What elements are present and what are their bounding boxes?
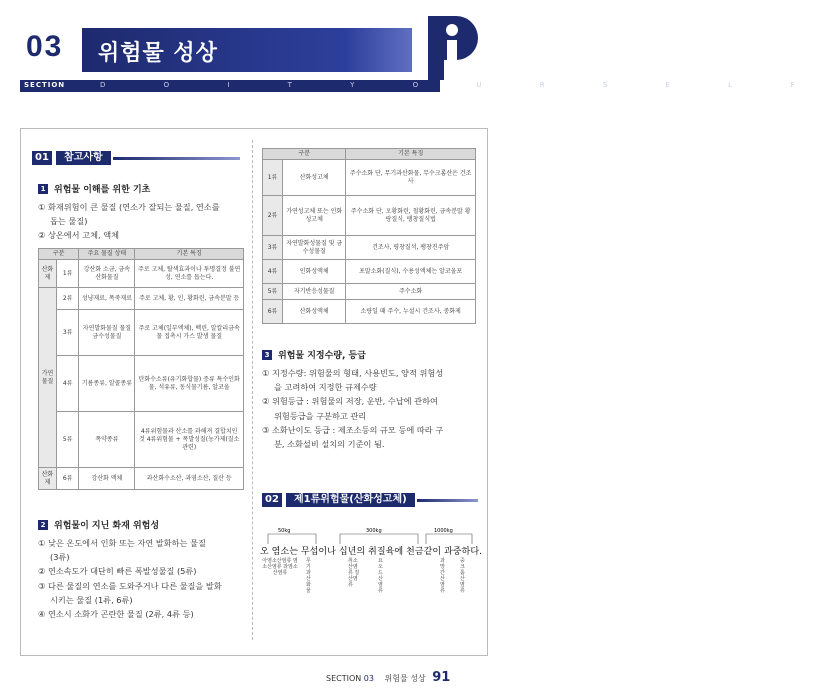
logo-icon <box>418 12 478 84</box>
table-cell: 건조사, 평창질석, 팽창진주암 <box>346 236 476 260</box>
item2-line: ③ 다른 물질의 연소를 도와주거나 다른 물질을 발화 <box>38 580 222 591</box>
item3-line: ① 지정수량: 위험물의 형태, 사용빈도, 양적 위험성 <box>262 368 444 378</box>
bracket-label: 1000kg <box>434 528 453 534</box>
table-header: 기본 특징 <box>135 249 244 260</box>
table-header: 구분 <box>39 249 79 260</box>
class1-section-title: 제1류위험물(산화성고체) <box>286 493 415 507</box>
ref-section-number: 01 <box>32 151 52 165</box>
item2-line: (3류) <box>50 552 70 563</box>
ref-section-title: 참고사항 <box>56 151 111 165</box>
column-divider <box>252 140 253 640</box>
item3-heading <box>262 348 366 361</box>
table-cell: 3류 <box>57 310 79 356</box>
table-cell: 산화성고체 <box>283 160 346 196</box>
item2-line: 시키는 물질 (1류, 6류) <box>50 594 133 605</box>
item3-line: ③ 소화난이도 등급 : 제조소등의 규모 등에 따라 구 <box>262 424 444 435</box>
item1-title: 위험물 이해를 위한 기초 <box>54 185 151 195</box>
table-cell: 2류 <box>263 196 283 236</box>
table-cell: 주로 고체(일부액체), 백린, 알칼리금속 물 접촉시 가스 발생 물질 <box>135 310 244 356</box>
item1-heading <box>38 182 150 195</box>
item2-title: 위험물이 지닌 화재 위험성 <box>54 521 160 531</box>
band-diy-label: D O I T Y O U R S E L F <box>100 81 822 89</box>
page-number: 91 <box>432 670 451 685</box>
table-cell: 1류 <box>57 260 79 288</box>
item2-number: 2 <box>38 520 48 530</box>
bracket-label: 50kg <box>278 528 291 534</box>
table-cell: 과산화수소산, 과염소산, 질산 등 <box>135 468 244 490</box>
table-cell: 5류 <box>263 284 283 300</box>
sub-label-mid1: 무기과산화물 <box>306 558 311 594</box>
table-cell: 자연발화성물질 및 금수성물질 <box>283 236 346 260</box>
footer-title: 위험물 성상 <box>384 674 426 683</box>
item2-line: ② 연소속도가 대단히 빠른 폭발성물질 (5류) <box>38 566 197 577</box>
class1-section-number: 02 <box>262 493 282 507</box>
ref-section-heading <box>32 150 240 166</box>
extinguishing-table <box>262 148 476 324</box>
sub-label-left: 아염소산염류 염소산염류 과염소산염류 <box>262 558 298 576</box>
sub-label-right2: 중크롬산염류 <box>460 558 465 594</box>
table-cell: 인화성액체 <box>283 260 346 284</box>
table-cell: 주수소화 <box>346 284 476 300</box>
table-cell: 기름종류, 알콜종류 <box>79 356 135 412</box>
table-cell: 1류 <box>263 160 283 196</box>
table-cell: 4류 <box>263 260 283 284</box>
table-cell: 산화제 <box>39 468 57 490</box>
table-cell: 6류 <box>57 468 79 490</box>
section-number: 03 <box>26 30 64 63</box>
table-cell: 산화성액체 <box>283 300 346 324</box>
table-cell: 산화제 <box>39 260 57 288</box>
item3-number: 3 <box>262 350 272 360</box>
band-section-label: SECTION <box>24 81 66 89</box>
table-cell: 주수소화 단, 무기과산화물, 무수크롬산은 건조사 <box>346 160 476 196</box>
item3-text <box>262 366 482 451</box>
item3-line: ② 위험등급 : 위험물의 저장, 운반, 수납에 관하여 <box>262 396 438 407</box>
table-cell: 주수소화 단, 오황화린, 철황화린, 금속분말 황랑질식, 탱창질식법 <box>346 196 476 236</box>
table-cell: 주로 고체, 탈색효과이나 투명결정 불연성, 연소를 돕는다. <box>135 260 244 288</box>
item1-line: ① 화재위험이 큰 물질 (연소가 잘되는 물질, 연소를 <box>38 202 220 212</box>
table-cell: 5류 <box>57 412 79 468</box>
sub-label-right1: 과망간산염류 <box>440 558 445 594</box>
class1-section-heading <box>262 492 478 508</box>
table-cell: 자기반응성물질 <box>283 284 346 300</box>
table-cell: 탄화수소류(유기화합물) 증류 특수인화물, 석유류, 동식물기름, 알코올 <box>135 356 244 412</box>
table-cell: 강산화 액체 <box>79 468 135 490</box>
table-header: 구분 <box>263 149 346 160</box>
table-cell: 가연성고체 또는 인화성고체 <box>283 196 346 236</box>
sub-label-mid2: 취소산염류 질산염류 <box>348 558 360 588</box>
footer-section: SECTION <box>326 674 362 683</box>
item1-line: 돕는 물질) <box>50 216 88 227</box>
table-cell: 4류위험물과 산소를 과해져 결합치인 것 4류위험물 + 폭발성질(농가제(질소관련) <box>135 412 244 468</box>
table-cell: 포말소화(질식), 수용성액체는 알코올포 <box>346 260 476 284</box>
item3-line: 위험등급을 구분하고 관리 <box>274 410 367 421</box>
table-cell: 주로 고체, 황, 인, 황화린, 금속분말 등 <box>135 288 244 310</box>
item1-text <box>38 200 248 243</box>
bracket-label: 300kg <box>366 528 382 534</box>
item3-line: 을 고려하여 지정한 규제수량 <box>274 382 377 393</box>
table-cell: 자연발화물질 물질금수성물질 <box>79 310 135 356</box>
item2-text <box>38 536 250 621</box>
table-cell: 폭약종류 <box>79 412 135 468</box>
item3-title: 위험물 지정수량, 등급 <box>278 351 366 361</box>
table-cell: 강산화 소금, 금속산화물질 <box>79 260 135 288</box>
item1-line: ② 상온에서 고체, 액체 <box>38 230 120 241</box>
mnemonic-sentence: 오 염소는 무섭이나 십년의 취질육에 천금같이 과중하다. <box>260 547 480 557</box>
page-footer <box>326 670 450 685</box>
table-cell: 성냥재료, 폭죽재료 <box>79 288 135 310</box>
item3-line: 분, 소화설비 설치의 기준이 됨. <box>274 439 385 450</box>
table-cell: 6류 <box>263 300 283 324</box>
item2-heading <box>38 518 159 531</box>
table-header: 기본 특징 <box>346 149 476 160</box>
item2-line: ④ 연소시 소화가 곤란한 물질 (2류, 4류 등) <box>38 609 194 620</box>
table-header: 주요 물질 상태 <box>79 249 135 260</box>
table-cell: 2류 <box>57 288 79 310</box>
table-cell: 가연물질 <box>39 288 57 468</box>
table-cell: 4류 <box>57 356 79 412</box>
item2-line: ① 낮은 온도에서 인화 또는 자연 발화하는 물질 <box>38 538 206 548</box>
footer-section-number: 03 <box>363 674 374 683</box>
hazard-class-table <box>38 248 244 490</box>
table-cell: 3류 <box>263 236 283 260</box>
page-title: 위험물 성상 <box>98 41 218 66</box>
table-cell: 소량일 때 주수, 누설시 건조사, 중화제 <box>346 300 476 324</box>
item1-number: 1 <box>38 184 48 194</box>
sub-label-mid3: 요오드산염류 <box>378 558 383 594</box>
